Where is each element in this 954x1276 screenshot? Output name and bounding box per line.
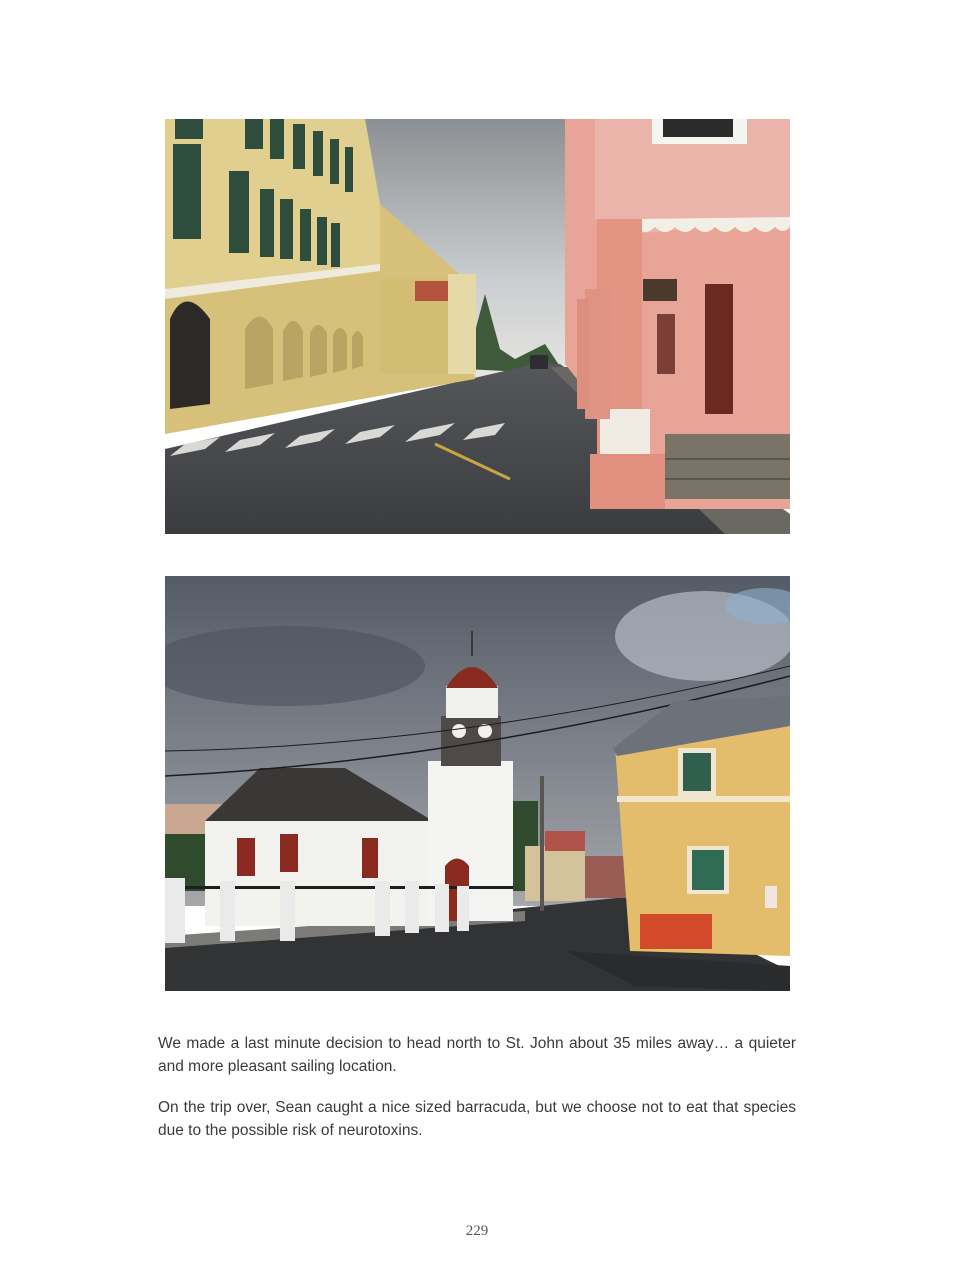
church-photo-image (165, 576, 790, 991)
photo-street-colonial-buildings (165, 119, 790, 534)
street-photo-image (165, 119, 790, 534)
body-paragraph-2: On the trip over, Sean caught a nice sized barracuda, but we choose not to eat that species due to the possible risk of neurotoxins. (158, 1099, 796, 1139)
photo-church-clock-tower (165, 576, 790, 991)
page-number: 229 (465, 1223, 489, 1239)
body-paragraph-1: We made a last minute decision to head north to St. John about 35 miles away… a quieter and more pleasant sailing location. (158, 1035, 796, 1075)
